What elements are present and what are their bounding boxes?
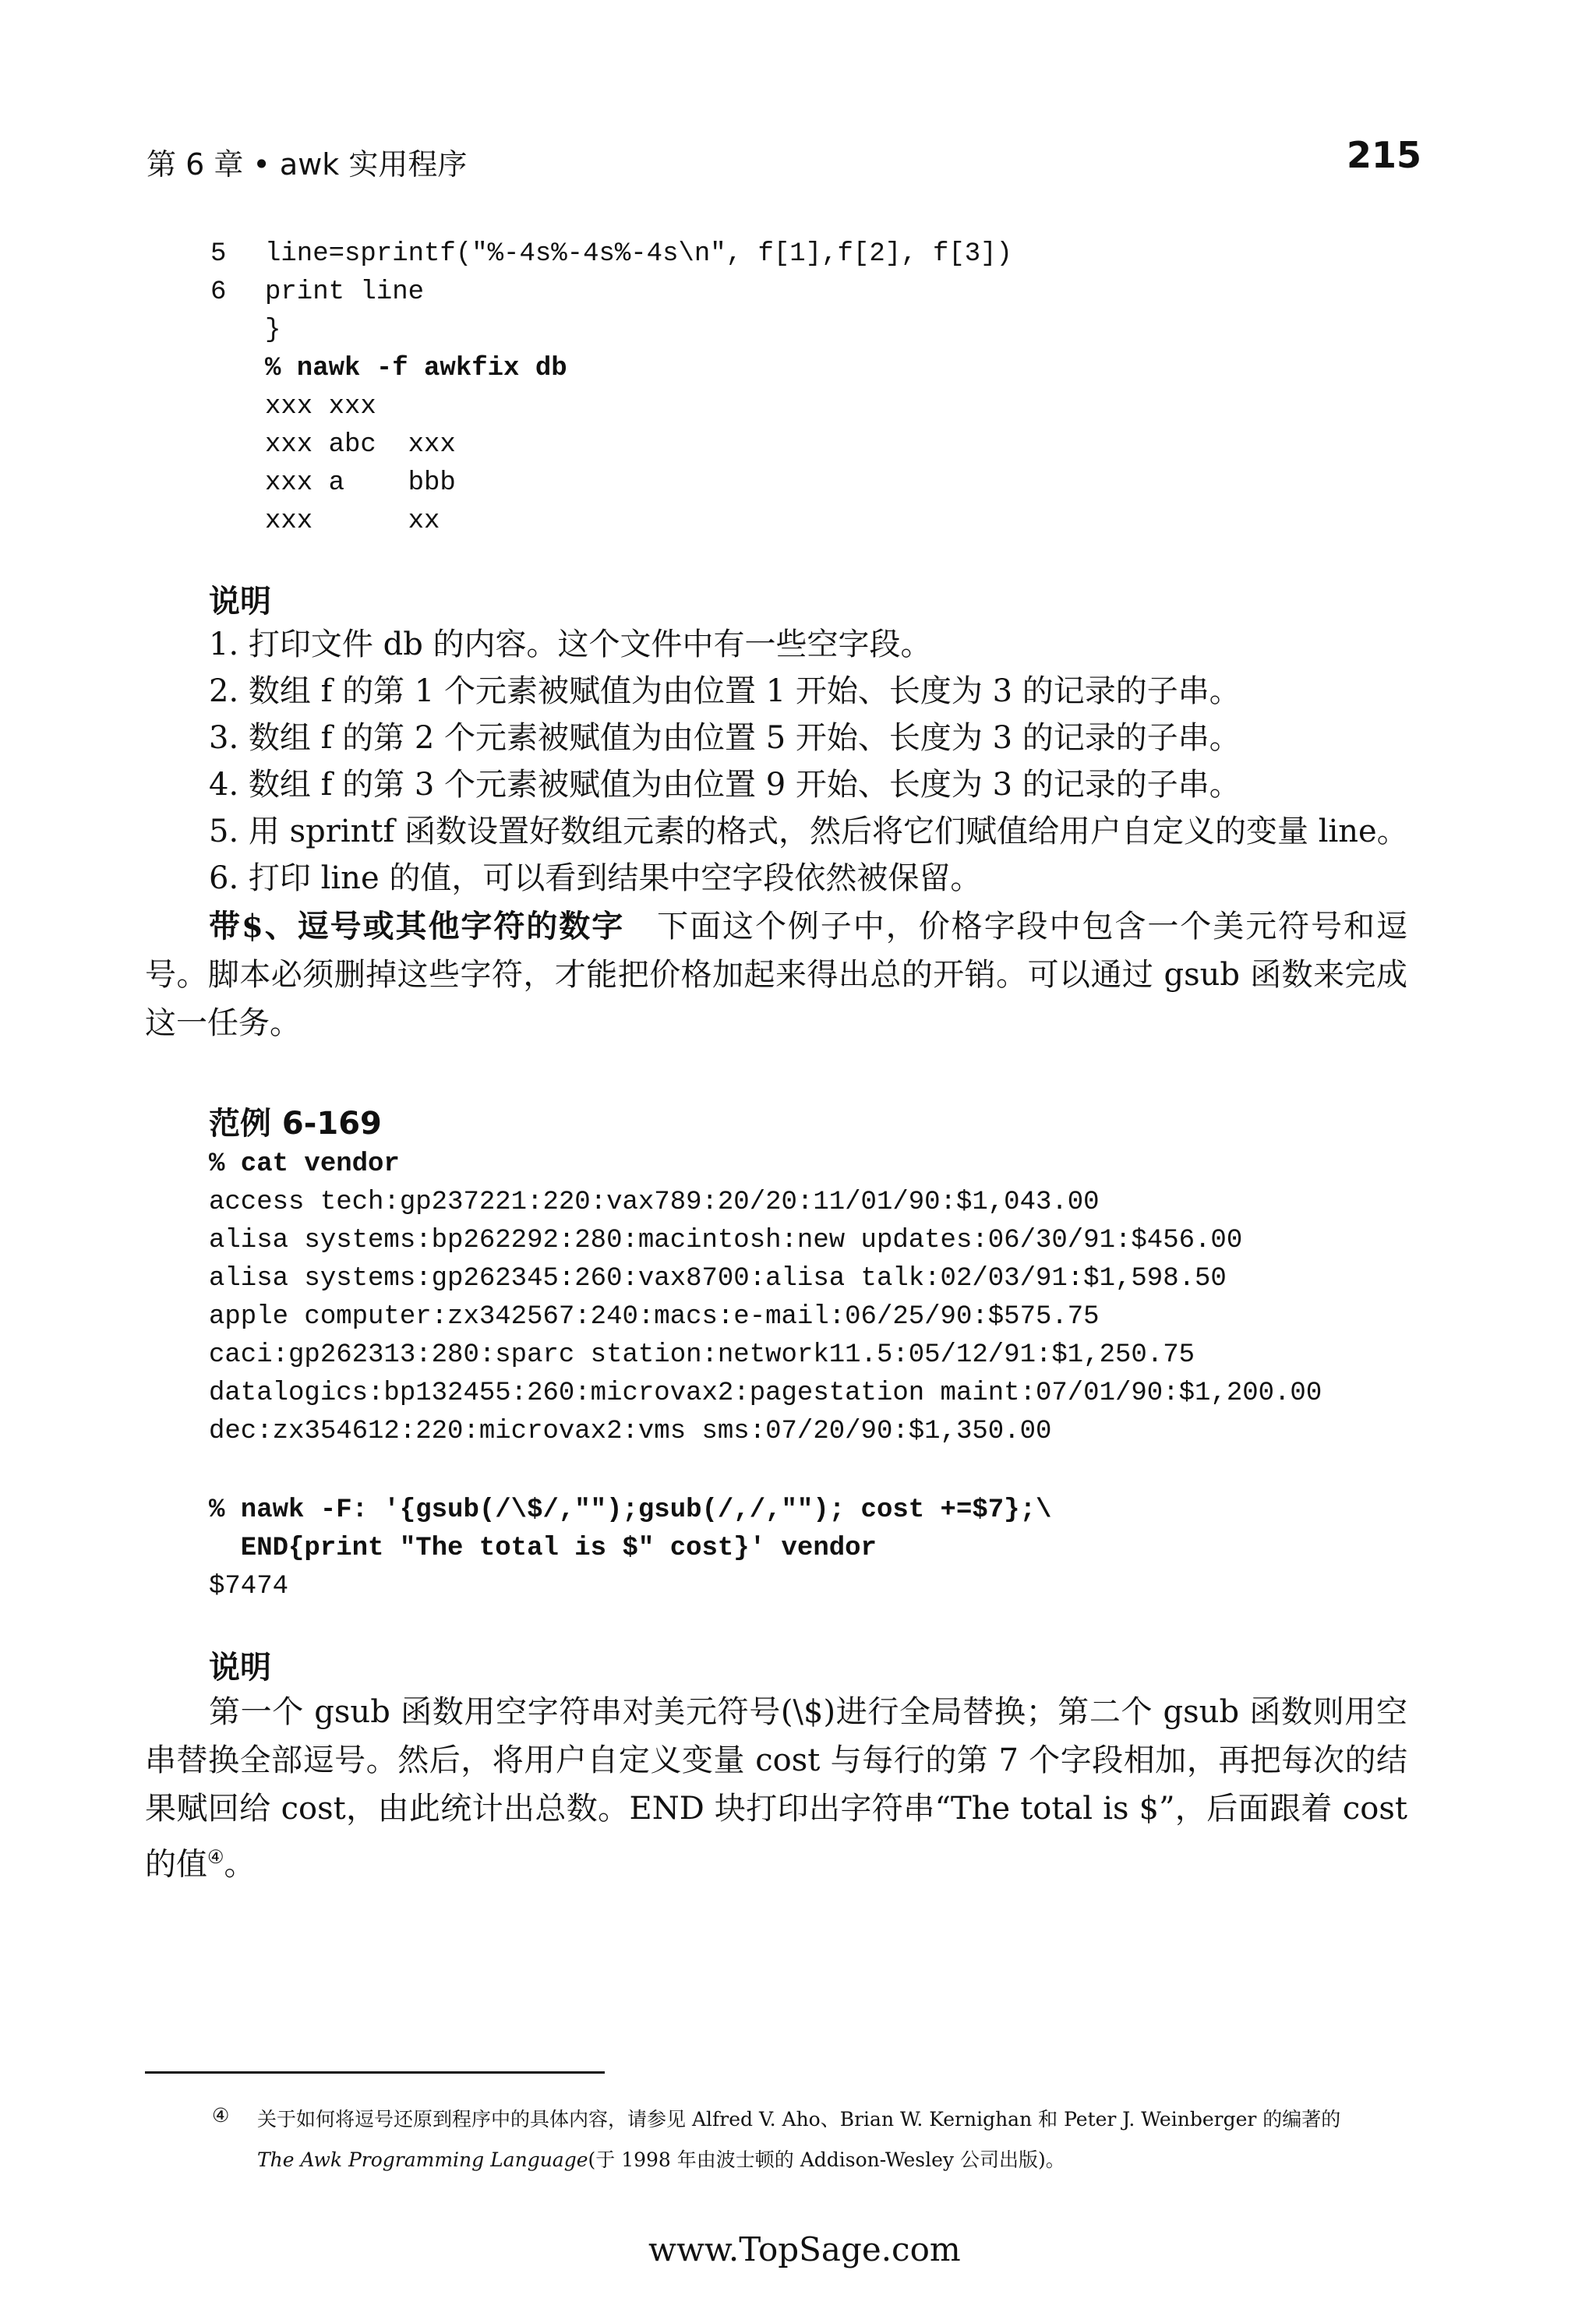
- output-line: alisa systems:bp262292:280:macintosh:new updates:06/30/91:$456.00: [209, 1226, 1243, 1255]
- page-number: 215: [1347, 134, 1422, 176]
- list-item: 5. 用 sprintf 函数设置好数组元素的格式，然后将它们赋值给用户自定义的变量 line。: [209, 814, 1408, 849]
- output-line: apple computer:zx342567:240:macs:e-mail:06/25/90:$575.75: [209, 1302, 1100, 1332]
- section-heading: 说明: [209, 1649, 271, 1686]
- list-item: 2. 数组 f 的第 1 个元素被赋值为由位置 1 开始、长度为 3 的记录的子串。: [209, 673, 1241, 709]
- code-line: }: [265, 316, 281, 345]
- output-line: caci:gp262313:280:sparc station:network11.5:05/12/91:$1,250.75: [209, 1340, 1195, 1370]
- list-item: 3. 数组 f 的第 2 个元素被赋值为由位置 5 开始、长度为 3 的记录的子串。: [209, 720, 1241, 756]
- footnote-divider: [145, 2071, 605, 2074]
- output-line: xxx xxx: [265, 392, 376, 422]
- body-paragraph: 带$、逗号或其他字符的数字 下面这个例子中，价格字段中包含一个美元符号和逗号。脚本必须删掉这些字符，才能把价格加起来得出总的开销。可以通过 gsub 函数来完成这一任务。: [145, 908, 1407, 1041]
- command-result: $7474: [209, 1572, 289, 1601]
- chapter-header: 第 6 章 • awk 实用程序: [147, 147, 468, 182]
- shell-command: % cat vendor: [209, 1149, 400, 1179]
- example-title: 范例 6-169: [209, 1106, 382, 1142]
- book-title: The Awk Programming Language: [257, 2148, 588, 2171]
- shell-command-continuation: END{print "The total is $" cost}' vendor: [209, 1534, 877, 1563]
- list-item: 1. 打印文件 db 的内容。这个文件中有一些空字段。: [209, 627, 932, 662]
- section-heading: 说明: [209, 583, 271, 620]
- output-line: datalogics:bp132455:260:microvax2:pagestation maint:07/01/90:$1,200.00: [209, 1379, 1322, 1408]
- footnote-text: The Awk Programming Language(于 1998 年由波士顿的 Addison-Wesley 公司出版)。: [257, 2148, 1065, 2171]
- watermark-url: www.TopSage.com: [648, 2230, 961, 2268]
- code-line: 5 line=sprintf("%-4s%-4s%-4s\n", f[1],f[2], f[3]): [210, 239, 1012, 269]
- bold-lead: 带$、逗号或其他字符的数字: [209, 908, 625, 944]
- output-line: xxx xx: [265, 507, 440, 536]
- footnote-text: 关于如何将逗号还原到程序中的具体内容，请参见 Alfred V. Aho、Brian W. Kernighan 和 Peter J. Weinberger 的编著的: [257, 2108, 1341, 2131]
- output-line: xxx abc xxx: [265, 430, 456, 460]
- output-line: alisa systems:gp262345:260:vax8700:alisa talk:02/03/91:$1,598.50: [209, 1264, 1227, 1294]
- output-line: xxx a bbb: [265, 468, 456, 498]
- shell-command: % nawk -f awkfix db: [265, 354, 567, 383]
- shell-command: % nawk -F: '{gsub(/\$/,"");gsub(/,/,""); cost +=$7};\: [209, 1495, 1052, 1525]
- output-line: dec:zx354612:220:microvax2:vms sms:07/20/90:$1,350.00: [209, 1417, 1052, 1446]
- body-paragraph: 第一个 gsub 函数用空字符串对美元符号(\$)进行全局替换；第二个 gsub 函数则用空串替换全部逗号。然后，将用户自定义变量 cost 与每行的第 7 个字段相加，再把每次的结果赋回给 cost，由此统计出总数。END 块打印出字符串“The total is $”，后面跟着 cost 的值④。: [145, 1694, 1407, 1883]
- list-item: 4. 数组 f 的第 3 个元素被赋值为由位置 9 开始、长度为 3 的记录的子串。: [209, 767, 1241, 803]
- code-line: 6 print line: [210, 277, 425, 307]
- footnote-marker: ④: [212, 2104, 230, 2127]
- list-item: 6. 打印 line 的值，可以看到结果中空字段依然被保留。: [209, 860, 982, 896]
- footnote-reference: ④: [207, 1846, 224, 1868]
- output-line: access tech:gp237221:220:vax789:20/20:11/01/90:$1,043.00: [209, 1188, 1100, 1217]
